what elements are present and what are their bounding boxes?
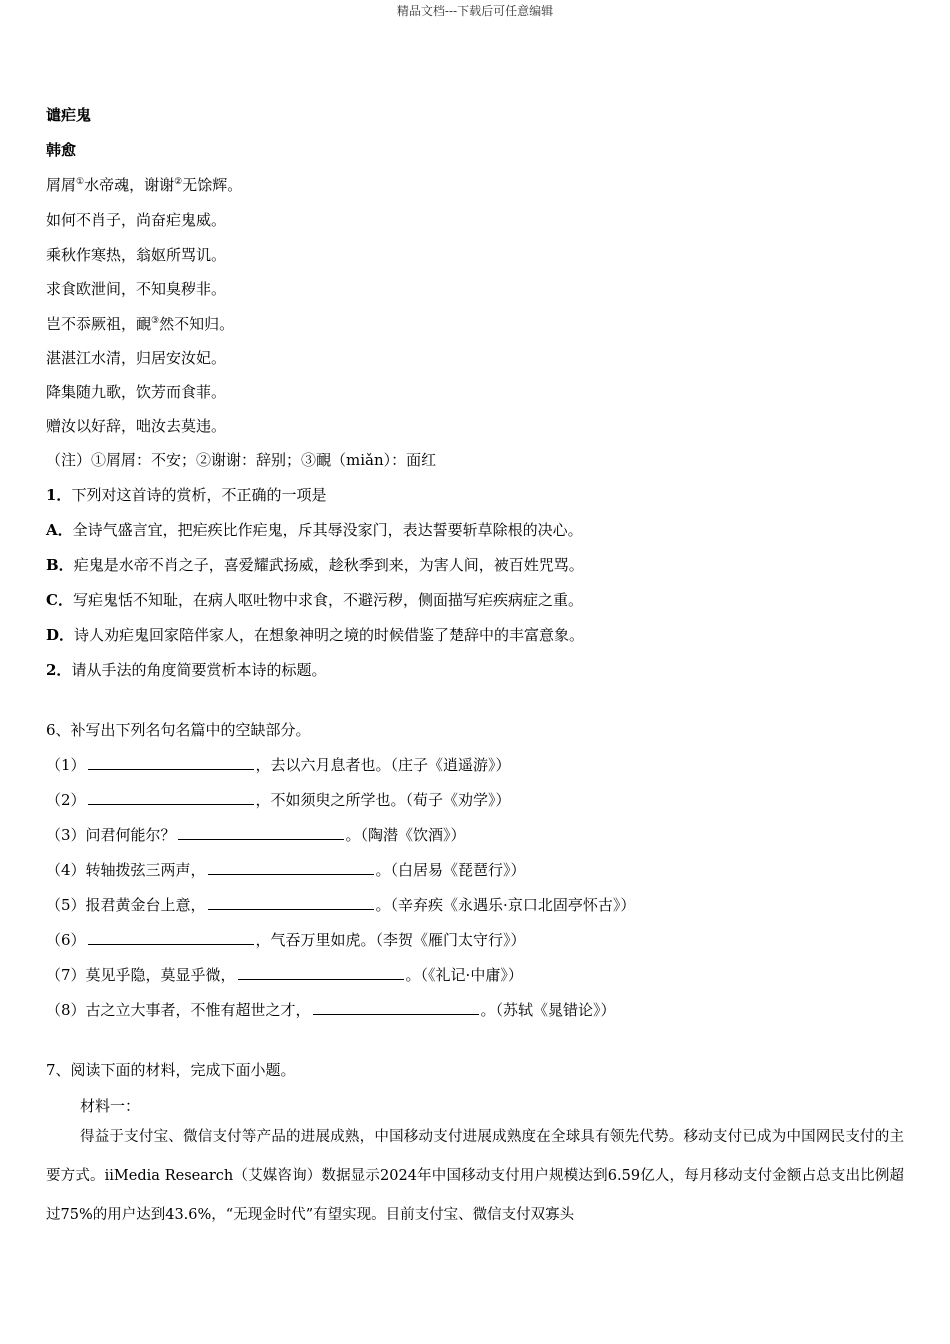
answer-blank[interactable] (313, 1002, 479, 1015)
poem-line: 如何不肖子，尚奋疟鬼威。 (46, 211, 227, 229)
fill-blank-item: （5）报君黄金台上意， 。（辛弃疾《永遇乐·京口北固亭怀古》） (46, 896, 636, 914)
option-d: D．诗人劝疟鬼回家陪伴家人，在想象神明之境的时候借鉴了楚辞中的丰富意象。 (46, 626, 585, 644)
answer-blank[interactable] (88, 932, 254, 945)
material-paragraph: 得益于支付宝、微信支付等产品的进展成熟，中国移动支付进展成熟度在全球具有领先代势。移动支付已成为中国网民支付的主要方式。iiMedia Research（艾媒咨询）数据显示2024年中国移动支付用户规模达到6.59亿人，每月移动支付金额占总支出比例超过75%的用户达到43.6%，“无现金时代”有望实现。目前支付宝、微信支付双寡头 (46, 1129, 904, 1223)
option-a: A．全诗气盛言宜，把疟疾比作疟鬼，斥其辱没家门，表达誓要斩草除根的决心。 (46, 521, 583, 539)
option-c: C．写疟鬼恬不知耻，在病人呕吐物中求食，不避污秽，侧面描写疟疾病症之重。 (46, 591, 583, 609)
poem-title: 谴疟鬼 (46, 106, 92, 124)
option-b: B．疟鬼是水帝不肖之子，喜爱耀武扬威，趁秋季到来，为害人间，被百姓咒骂。 (46, 556, 584, 574)
page-header: 精品文档---下载后可任意编辑 (396, 4, 554, 18)
poem-line: 屑屑①水帝魂，谢谢②无馀辉。 (46, 176, 243, 194)
fill-blank-item: （6） ，气吞万里如虎。（李贺《雁门太守行》） (46, 931, 526, 949)
poem-line: 赠汝以好辞，咄汝去莫违。 (46, 417, 227, 435)
poem-line: 降集随九歌，饮芳而食菲。 (46, 383, 227, 401)
answer-blank[interactable] (238, 967, 404, 980)
answer-blank[interactable] (88, 757, 254, 770)
poem-note: （注）①屑屑：不安；②谢谢：辞别；③靦（miǎn）：面红 (46, 451, 437, 469)
poem-line: 岂不忝厥祖，靦③然不知归。 (46, 315, 235, 333)
poem-line: 求食欧泄间，不知臭秽非。 (46, 280, 227, 298)
answer-blank[interactable] (208, 862, 374, 875)
material-label: 材料一： (80, 1097, 141, 1115)
fill-blank-item: （2） ，不如须臾之所学也。（荀子《劝学》） (46, 791, 511, 809)
fill-blank-item: （3）问君何能尔？ 。（陶潜《饮酒》） (46, 826, 466, 844)
fill-blank-item: （7）莫见乎隐，莫显乎微， 。（《礼记·中庸》） (46, 966, 523, 984)
question-1-stem: 1．下列对这首诗的赏析，不正确的一项是 (46, 486, 327, 504)
question-6-stem: 6、补写出下列名句名篇中的空缺部分。 (46, 721, 311, 739)
fill-blank-item: （8）古之立大事者，不惟有超世之才， 。（苏轼《晁错论》） (46, 1001, 616, 1019)
poem-author: 韩愈 (46, 141, 77, 159)
question-2: 2．请从手法的角度简要赏析本诗的标题。 (46, 661, 327, 679)
answer-blank[interactable] (208, 897, 374, 910)
answer-blank[interactable] (178, 827, 344, 840)
poem-line: 乘秋作寒热，翁妪所骂讥。 (46, 246, 227, 264)
question-7-stem: 7、阅读下面的材料，完成下面小题。 (46, 1061, 296, 1079)
answer-blank[interactable] (88, 792, 254, 805)
fill-blank-item: （1） ，去以六月息者也。（庄子《逍遥游》） (46, 756, 511, 774)
poem-line: 湛湛江水清，归居安汝妃。 (46, 349, 227, 367)
fill-blank-item: （4）转轴拨弦三两声， 。（白居易《琵琶行》） (46, 861, 526, 879)
